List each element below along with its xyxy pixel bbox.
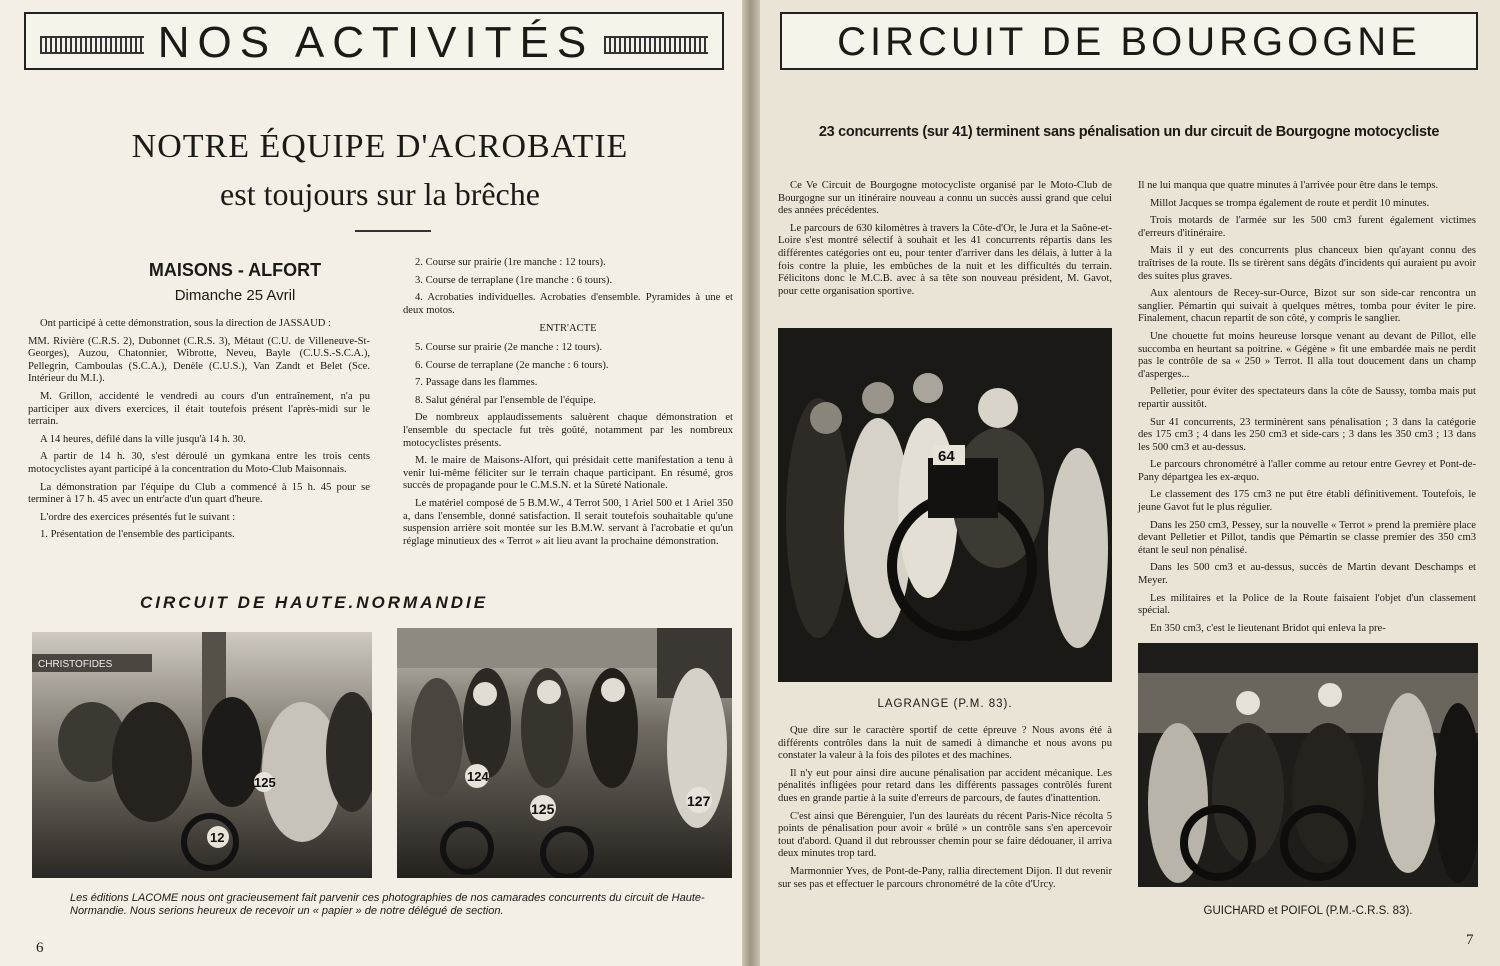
banner-circuit-bourgogne: [780, 12, 1478, 70]
left-page: [0, 0, 748, 966]
banner-ornament-left: [40, 36, 144, 54]
headline-rule: [355, 230, 431, 232]
list-item: 6. Course de terraplane (2e manche : 6 tours).: [415, 359, 609, 371]
right-column-1-continued: [778, 725, 1112, 896]
banner-title: NOS ACTIVITÉS: [157, 18, 595, 67]
bib-number: 125: [531, 801, 555, 817]
paragraph: De nombreux applaudissements saluèrent chaque démonstration et l'ensemble du spectacle fut très goûté, notamment par les nombreux motocyclistes présents.: [403, 412, 733, 449]
photo-caption-guichard-poifol: GUICHARD et POIFOL (P.M.-C.R.S. 83).: [1203, 905, 1413, 917]
paragraph: M. Grillon, accidenté le vendredi au cours d'un entraînement, n'a pu participer aux divers exercices, il était toutefois présent l'après-midi sur le terrain.: [28, 390, 370, 428]
event-date: Dimanche 25 Avril: [174, 287, 296, 304]
bib-number: 124: [467, 769, 489, 784]
paragraph: L'ordre des exercices présentés fut le suivant :: [40, 511, 236, 523]
paragraph: Pelletier, pour éviter des spectateurs dans la côte de Saussy, tomba mais put repartir aussitôt.: [1138, 386, 1476, 410]
paragraph: Il ne lui manqua que quatre minutes à l'arrivée pour être dans le temps.: [1138, 180, 1439, 191]
photo-lagrange: [778, 328, 1112, 682]
list-item: 1. Présentation de l'ensemble des participants.: [40, 529, 235, 541]
list-item: 4. Acrobaties individuelles. Acrobaties d'ensemble. Pyramides à une et deux motos.: [403, 292, 733, 316]
section-title-haute-normandie: CIRCUIT DE HAUTE.NORMANDIE: [140, 593, 489, 612]
paragraph: Dans les 250 cm3, Pessey, sur la nouvelle « Terrot » prend la première place devant Pelletier et Pillot, tandis que Pémartin se classe premier des 350 cm3 étant le seul non pénalisé.: [1138, 519, 1476, 556]
photo-riders-at-checkpoint: [32, 632, 372, 878]
paragraph: MM. Rivière (C.R.S. 2), Dubonnet (C.R.S. 3), Métaut (C.U. de Villeneuve-St-Georges), Auzou, Chatonnier, Wibrotte, Neveu, Bayle (C.U.S.-S.C.A.), Pellegrin, Camboulas (S.C.A.), Denèle (C.U.S.), Van Zandt et Belet (Sce. Intérieur du M.I.).: [28, 335, 370, 385]
paragraph: Trois motards de l'armée sur les 500 cm3 furent également victimes d'erreurs d'itinéraire.: [1138, 215, 1476, 239]
bib-number: 12: [210, 830, 225, 845]
paragraph: Les militaires et la Police de la Route faisaient l'objet d'un classement spécial.: [1138, 592, 1476, 617]
event-location: MAISONS - ALFORT: [148, 260, 322, 280]
paragraph: M. le maire de Maisons-Alfort, qui présidait cette manifestation a tenu à venir lui-même féliciter sur le terrain chaque participant. En résumé, gros succès de propagande pour le C.M.S.N. et la Sûreté Nationale.: [403, 455, 733, 492]
article-subheadline: est toujours sur la brêche: [220, 176, 540, 212]
paragraph: Millot Jacques se trompa également de route et perdit 10 minutes.: [1150, 197, 1430, 209]
paragraph: Ce Ve Circuit de Bourgogne motocycliste organisé par le Moto-Club de Bourgogne sur un itinéraire nouveau a connu un succès aussi grand que celui des années précédentes.: [778, 180, 1112, 217]
paragraph: Mais il y eut des concurrents plus chanceux bien qu'ayant connu des traîtrises de la route. Ils se tirèrent sans dégâts d'incidents qui auraient pu avoir des suites plus graves.: [1138, 245, 1476, 282]
bib-number: 125: [254, 775, 276, 790]
list-item: 8. Salut général par l'ensemble de l'équipe.: [415, 394, 596, 406]
right-column-1: [778, 180, 1112, 303]
page-number: 7: [1466, 932, 1474, 948]
paragraph: Marmonnier Yves, de Pont-de-Pany, rallia directement Dijon. Il dut revenir sur ses pas et effectuer le parcours chronométré de la côte d'Urcy.: [778, 865, 1112, 890]
article-headline: NOTRE ÉQUIPE D'ACROBATIE: [131, 128, 629, 165]
paragraph: Le classement des 175 cm3 ne put être établi définitivement. Toutefois, le jeune Gavot fut le plus régulier.: [1138, 489, 1476, 514]
paragraph: Le parcours de 630 kilomètres à travers la Côte-d'Or, le Jura et la Saône-et-Loire s'est montré sélectif à souhait et les 41 concurrents répartis dans les différentes catégories ont eu, pour tenter d'arriver dans les délais, à lutter à la fois contre la pluie, les embûches de la nuit et les difficultés du terrain. Félicitons donc le M.C.B. avec à sa tête son nouveau président, M. Gavot, pour cette organisation sportive.: [778, 222, 1112, 297]
paragraph: Il n'y eut pour ainsi dire aucune pénalisation par accident mécanique. Les pénalités infligées pour retard dans les différents passages contrôlés furent dues en grande partie à la suite d'erreurs de parcours, de fautes d'inattention.: [778, 767, 1112, 804]
paragraph: La démonstration par l'équipe du Club a commencé à 15 h. 45 pour se terminer à 17 h. 45 avec un entr'acte d'un quart d'heure.: [28, 481, 370, 506]
paragraph: Que dire sur le caractère sportif de cette épreuve ? Nous avons été à différents contrôles dans la nuit de samedi à dimanche et nous avons pu constater la valeur à la fois des pilotes et des machines.: [778, 725, 1112, 762]
paragraph: En 350 cm3, c'est le lieutenant Bridot qui enleva la pre-: [1150, 622, 1386, 634]
banner-ornament-right: [604, 36, 708, 54]
list-item: 5. Course sur prairie (2e manche : 12 tours).: [415, 341, 603, 353]
list-item: 7. Passage dans les flammes.: [415, 377, 538, 389]
left-column-1: [28, 318, 370, 547]
paragraph: Dans les 500 cm3 et au-dessus, succès de Martin devant Deschamps et Meyer.: [1138, 562, 1476, 587]
paragraph: Aux alentours de Recey-sur-Ource, Bizot sur son side-car rencontra un sanglier. Pémartin qui suivait à quelques mètres, tomba pour éviter le pire. Finalement, chacun repartit de son côté, y compris le sanglier.: [1138, 288, 1476, 325]
bib-number: 127: [687, 793, 711, 809]
paragraph: A 14 heures, défilé dans la ville jusqu'à 14 h. 30.: [40, 433, 246, 445]
paragraph: Ont participé à cette démonstration, sous la direction de JASSAUD :: [40, 318, 331, 329]
shop-sign: CHRISTOFIDES: [38, 659, 113, 670]
paragraph: Une chouette fut moins heureuse lorsque venant au devant de Pillot, elle succomba en heurtant sa poitrine. « Gégène » fit une embardée mais ne perdit pas le contrôle de sa « 250 » Terrot. Il alla tout doucement dans un champ d'asperges...: [1138, 330, 1476, 380]
banner-nos-activites: [24, 12, 724, 70]
paragraph: Sur 41 concurrents, 23 terminèrent sans pénalisation ; 3 dans la catégorie des 175 cm3 ; 4 dans les 250 cm3 et side-cars ; 3 dans les 350 cm3 ; 13 dans les 500 cm3 et au-dessus.: [1138, 416, 1476, 453]
right-column-2: [1138, 180, 1476, 640]
entracte-heading: ENTR'ACTE: [539, 323, 597, 335]
photo-riders-group: [397, 628, 732, 878]
page-gutter: [742, 0, 760, 966]
paragraph: A partir de 14 h. 30, s'est déroulé un gymkana entre les trois cents motocyclistes ayant participé à la concentration du Moto-Club Maisonnais.: [28, 451, 370, 475]
paragraph: Le matériel composé de 5 B.M.W., 4 Terrot 500, 1 Ariel 500 et 1 Ariel 350 a, dans l'ensemble, donné satisfaction. Il serait toutefois souhaitable qu'une suspension arrière soit montée sur les B.M.W. servant à l'acrobatie et qu'un réglage minutieux des « Terrot » ait lieu avant la prochaine démonstration.: [403, 497, 733, 547]
photo-caption-lagrange: LAGRANGE (P.M. 83).: [877, 698, 1013, 710]
bib-number: 64: [938, 448, 955, 465]
list-item: 2. Course sur prairie (1re manche : 12 tours).: [415, 257, 606, 268]
banner-title: CIRCUIT DE BOURGOGNE: [837, 20, 1421, 64]
photo-caption-haute-normandie: Les éditions LACOME nous ont gracieusement fait parvenir ces photographies de nos camarades concurrents du circuit de Haute-Normandie. Nous serions heureux de recevoir un « papier » de notre délégué de section.: [70, 892, 705, 917]
paragraph: Le parcours chronométré à l'aller comme au retour entre Gevrey et Pont-de-Pany départgea les ex-æquo.: [1138, 459, 1476, 483]
left-column-2: [403, 257, 733, 553]
photo-guichard-poifol: [1138, 643, 1478, 887]
page-number: 6: [36, 940, 44, 956]
article-headline: 23 concurrents (sur 41) terminent sans pénalisation un dur circuit de Bourgogne motocycliste: [818, 124, 1440, 140]
list-item: 3. Course de terraplane (1re manche : 6 tours).: [415, 274, 613, 286]
paragraph: C'est ainsi que Bérenguier, l'un des lauréats du récent Paris-Nice récolta 5 points de pénalisation pour avoir « brûlé » un contrôle sans s'en apercevoir tout d'abord. Quand il dut rebrousser chemin pour se faire dédouaner, il arriva deux minutes trop tard.: [778, 810, 1112, 860]
